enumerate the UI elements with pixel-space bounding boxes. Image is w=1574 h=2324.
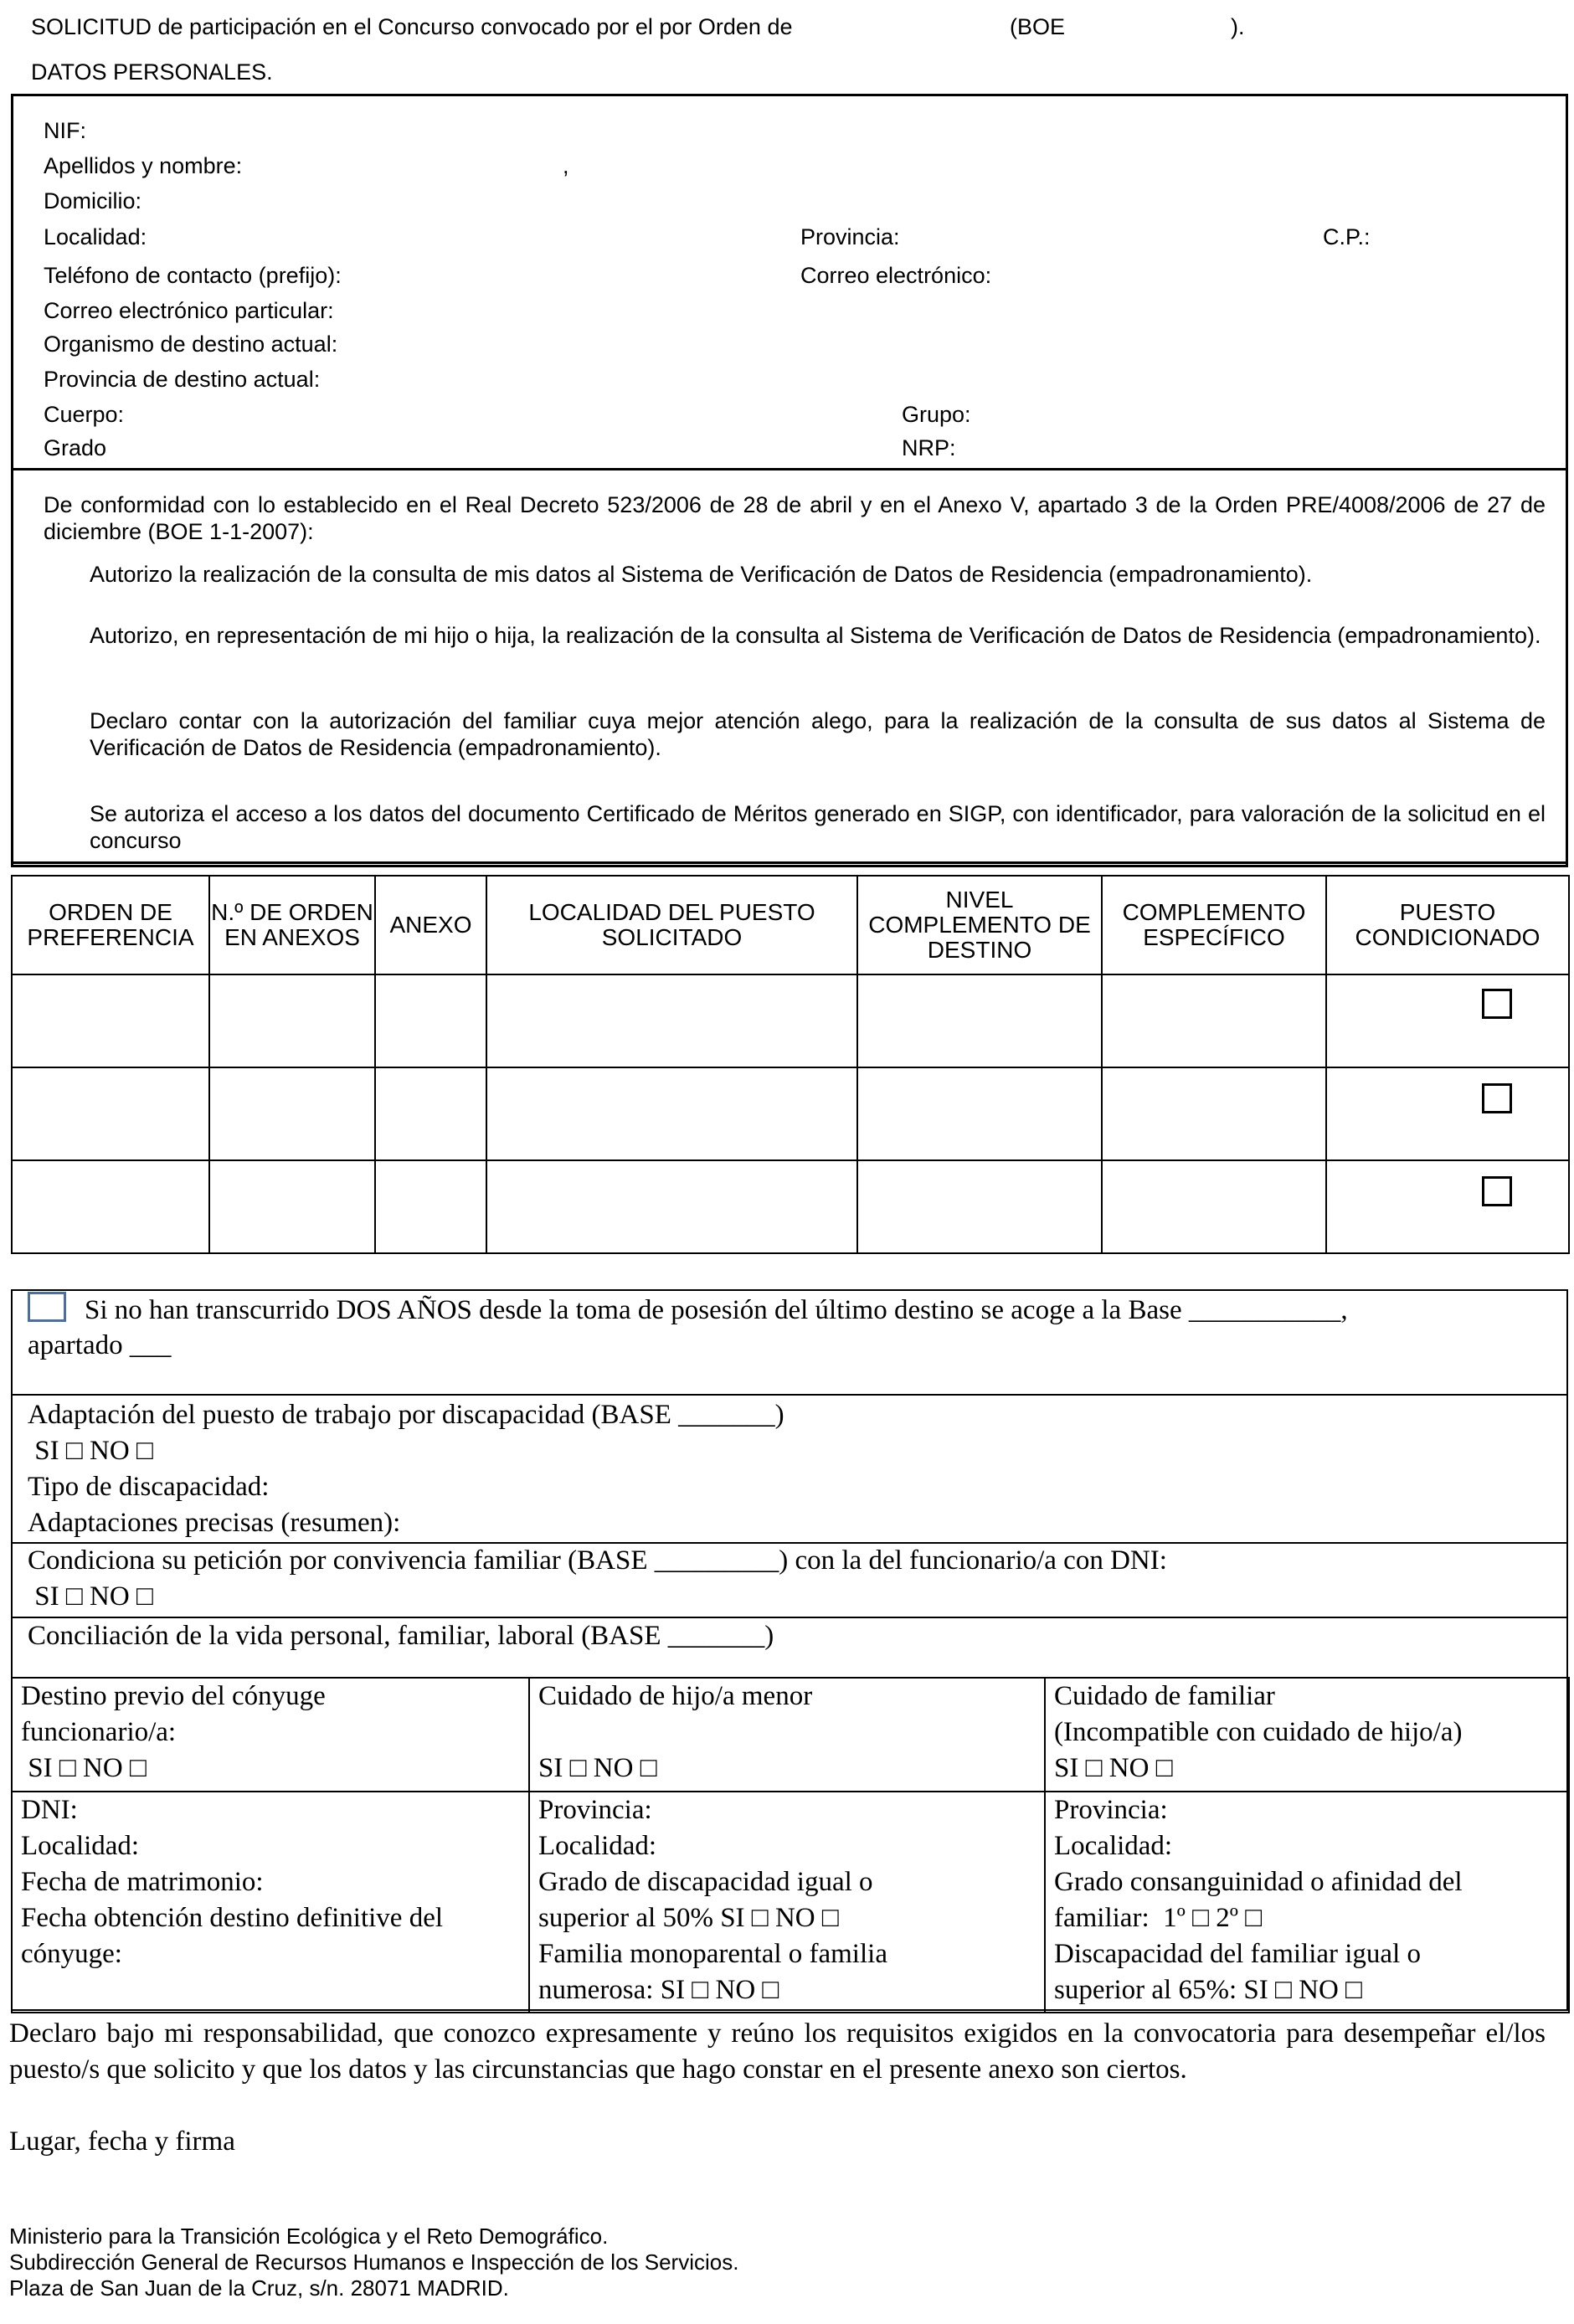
table-row <box>12 1678 1569 1792</box>
discapacidad-familiar-si-no[interactable]: superior al 65%: SI □ NO □ <box>1054 1975 1362 2005</box>
correo-label: Correo electrónico: <box>800 263 992 288</box>
table-cell[interactable] <box>209 1067 375 1160</box>
familia-numerosa-si-no[interactable]: numerosa: SI □ NO □ <box>538 1975 779 2005</box>
footer-ministerio: Ministerio para la Transición Ecológica y el Reto Demográfico. <box>9 2224 609 2249</box>
conyuge-head <box>12 1678 529 1792</box>
familia-monoparental-label: Familia monoparental o familia <box>538 1939 887 1969</box>
table-cell[interactable] <box>209 1160 375 1253</box>
hijo-body <box>529 1792 1045 2013</box>
lugar-fecha-firma: Lugar, fecha y firma <box>9 2126 235 2157</box>
hijo-head <box>529 1678 1045 1792</box>
divider <box>11 468 1568 470</box>
conyuge-title: Destino previo del cónyuge <box>21 1681 326 1711</box>
familiar-title: Cuidado de familiar <box>1054 1681 1275 1711</box>
consent-paragraph: Se autoriza el acceso a los datos del documento Certificado de Méritos generado en SIGP, con identificador, para valoración de la solicitud en el concurso <box>90 801 1546 853</box>
condiciona-si-no[interactable]: SI □ NO □ <box>28 1581 153 1612</box>
grado-consanguinidad-options[interactable]: familiar: 1º □ 2º □ <box>1054 1903 1263 1933</box>
condiciona-title: Condiciona su petición por convivencia familiar (BASE _________) con la del funcionario/a con DNI: <box>28 1545 1167 1576</box>
table-cell[interactable] <box>486 1160 857 1253</box>
table-cell[interactable] <box>375 1160 486 1253</box>
table-cell[interactable] <box>1102 1067 1326 1160</box>
col-complemento: COMPLEMENTO ESPECÍFICO <box>1102 876 1326 974</box>
conyuge-body <box>12 1792 529 2013</box>
table-cell[interactable] <box>12 1067 209 1160</box>
provincia-label: Provincia: <box>1054 1795 1168 1825</box>
boe-close: ). <box>1231 14 1245 39</box>
cp-label: C.P.: <box>1323 224 1371 249</box>
localidad-label: Localidad: <box>21 1831 140 1861</box>
dos-anos-text: Si no han transcurrido DOS AÑOS desde la toma de posesión del último destino se acoge a la Base ___________, <box>85 1295 1348 1325</box>
conyuge-subtitle: funcionario/a: <box>21 1717 177 1747</box>
table-row <box>12 974 1569 1067</box>
footer <box>9 2224 738 2301</box>
adaptaciones-label: Adaptaciones precisas (resumen): <box>28 1508 401 1538</box>
nrp-label: NRP: <box>902 435 956 460</box>
col-localidad: LOCALIDAD DEL PUESTO SOLICITADO <box>486 876 857 974</box>
dos-anos-checkbox[interactable] <box>28 1292 66 1322</box>
apellidos-label: Apellidos y nombre: <box>44 153 243 178</box>
tipo-discapacidad-label: Tipo de discapacidad: <box>28 1472 270 1502</box>
dni-label: DNI: <box>21 1795 78 1825</box>
grado-discapacidad-label: Grado de discapacidad igual o <box>538 1867 873 1897</box>
table-row <box>12 1067 1569 1160</box>
col-nivel: NIVEL COMPLEMENTO DE DESTINO <box>857 876 1102 974</box>
table-cell[interactable] <box>857 1160 1102 1253</box>
dos-anos-section <box>28 1292 1560 1329</box>
adaptacion-si-no[interactable]: SI □ NO □ <box>28 1436 153 1466</box>
table-cell <box>1326 974 1569 1067</box>
col-condicionado: PUESTO CONDICIONADO <box>1326 876 1569 974</box>
correo-particular-label: Correo electrónico particular: <box>44 298 334 323</box>
localidad-label: Localidad: <box>44 224 147 249</box>
table-cell[interactable] <box>12 974 209 1067</box>
domicilio-label: Domicilio: <box>44 188 142 213</box>
datos-personales-heading: DATOS PERSONALES. <box>31 59 273 85</box>
consent-paragraph: Autorizo, en representación de mi hijo o hija, la realización de la consulta al Sistema de Verificación de Datos de Residencia (empadronamiento). <box>90 623 1541 648</box>
apellidos-comma: , <box>563 153 569 178</box>
solicitud-title: SOLICITUD de participación en el Concurso convocado por el por Orden de <box>31 14 793 39</box>
declaracion-text: Declaro bajo mi responsabilidad, que conozco expresamente y reúno los requisitos exigidos en la convocatoria para desempeñar el/los puesto/s que solicito y que los datos y las circunstancias que hago constar en el presente anexo son ciertos. <box>9 2018 1546 2085</box>
condicionado-checkbox[interactable] <box>1482 1176 1512 1206</box>
col-orden-preferencia: ORDEN DE PREFERENCIA <box>12 876 209 974</box>
familiar-body <box>1045 1792 1569 2013</box>
adaptacion-title: Adaptación del puesto de trabajo por discapacidad (BASE _______) <box>28 1400 784 1430</box>
hijo-title: Cuidado de hijo/a menor <box>538 1681 813 1711</box>
table-row <box>12 1160 1569 1253</box>
grado-label: Grado <box>44 435 107 460</box>
table-cell <box>1326 1160 1569 1253</box>
destinos-table <box>11 875 1570 1254</box>
condicionado-checkbox[interactable] <box>1482 1083 1512 1113</box>
table-cell[interactable] <box>209 974 375 1067</box>
table-cell[interactable] <box>375 974 486 1067</box>
grado-discapacidad-si-no[interactable]: superior al 50% SI □ NO □ <box>538 1903 839 1933</box>
footer-direccion: Plaza de San Juan de la Cruz, s/n. 28071 MADRID. <box>9 2275 509 2301</box>
fecha-destino-label: Fecha obtención destino definitive del <box>21 1903 444 1933</box>
grado-consanguinidad-label: Grado consanguinidad o afinidad del <box>1054 1867 1463 1897</box>
table-cell[interactable] <box>486 974 857 1067</box>
fecha-destino-label-cont: cónyuge: <box>21 1939 122 1969</box>
grupo-label: Grupo: <box>902 402 971 427</box>
table-cell[interactable] <box>486 1067 857 1160</box>
col-numero-orden: N.º DE ORDEN EN ANEXOS <box>209 876 375 974</box>
consent-paragraph: Autorizo la realización de la consulta de mis datos al Sistema de Verificación de Datos de Residencia (empadronamiento). <box>90 562 1313 587</box>
divider <box>11 861 1568 864</box>
cuerpo-label: Cuerpo: <box>44 402 125 427</box>
fecha-matrimonio-label: Fecha de matrimonio: <box>21 1867 264 1897</box>
localidad-label: Localidad: <box>1054 1831 1173 1861</box>
consent-paragraph: Declaro contar con la autorización del familiar cuya mejor atención alego, para la realización de la consulta de sus datos al Sistema de Verificación de Datos de Residencia (empadronamiento). <box>90 708 1546 760</box>
table-cell[interactable] <box>1102 974 1326 1067</box>
table-cell[interactable] <box>857 1067 1102 1160</box>
family-table <box>11 1677 1570 2013</box>
table-cell[interactable] <box>375 1067 486 1160</box>
familiar-si-no[interactable]: SI □ NO □ <box>1054 1753 1173 1783</box>
table-cell[interactable] <box>1102 1160 1326 1253</box>
col-anexo: ANEXO <box>375 876 486 974</box>
provincia-destino-label: Provincia de destino actual: <box>44 367 321 392</box>
footer-subdireccion: Subdirección General de Recursos Humanos e Inspección de los Servicios. <box>9 2249 739 2275</box>
table-cell <box>1326 1067 1569 1160</box>
hijo-si-no[interactable]: SI □ NO □ <box>538 1753 657 1783</box>
familiar-subtitle: (Incompatible con cuidado de hijo/a) <box>1054 1717 1463 1747</box>
familiar-head <box>1045 1678 1569 1792</box>
organismo-label: Organismo de destino actual: <box>44 332 338 357</box>
table-row <box>12 1792 1569 2013</box>
hijo-subtitle <box>538 1715 1036 1751</box>
condicionado-checkbox[interactable] <box>1482 989 1512 1019</box>
discapacidad-familiar-label: Discapacidad del familiar igual o <box>1054 1939 1421 1969</box>
table-header-row <box>12 876 1569 974</box>
conyuge-si-no[interactable]: SI □ NO □ <box>21 1753 147 1783</box>
consent-intro: De conformidad con lo establecido en el Real Decreto 523/2006 de 28 de abril y en el Anexo V, apartado 3 de la Orden PRE/4008/2006 de 27 de diciembre (BOE 1-1-2007): <box>44 492 1546 544</box>
conciliacion-title: Conciliación de la vida personal, familiar, laboral (BASE _______) <box>28 1621 774 1651</box>
boe-open: (BOE <box>1010 14 1066 39</box>
divider <box>11 1394 1568 1396</box>
provincia-label: Provincia: <box>538 1795 652 1825</box>
apartado-text: apartado ___ <box>28 1330 172 1360</box>
nif-label: NIF: <box>44 118 86 143</box>
localidad-label: Localidad: <box>538 1831 657 1861</box>
table-cell[interactable] <box>12 1160 209 1253</box>
table-cell[interactable] <box>857 974 1102 1067</box>
telefono-label: Teléfono de contacto (prefijo): <box>44 263 342 288</box>
provincia-label: Provincia: <box>800 224 900 249</box>
